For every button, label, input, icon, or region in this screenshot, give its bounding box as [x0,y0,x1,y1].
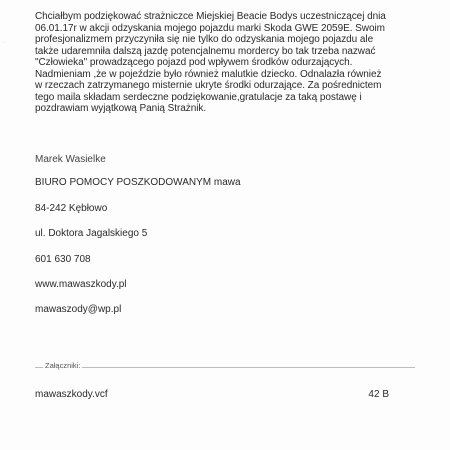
attachments-label: Załączniki: [45,361,81,370]
attachment-file-size: 42 B [368,389,389,400]
message-line: pozdrawiam wyjątkową Panią Strażnik. [35,103,207,114]
message-line: Chciałbym podziękować strażniczce Miejskiej Beacie Bodys uczestniczącej dnia [35,11,386,22]
attachments-section [35,361,415,409]
message-line: 06.01.17r w akcji odzyskania mojego pojazdu marki Skoda GWE 2059E. Swoim [35,22,385,34]
message-line: profesjonalizmem przyczyniła się nie tylko do odzyskania mojego pojazdu ale [35,34,374,45]
attachment-file-name[interactable]: mawaszkody.vcf [35,389,108,400]
scan-edge-mark: · [3,40,5,46]
message-line: także udaremniła dalszą jazdę potencjalnemu mordercy bo tak trzeba nazwać [35,45,376,57]
message-body [35,11,420,115]
signature-email-link[interactable]: mawaszody@wp.pl [35,304,122,315]
message-line: "Człowieka" prowadzącego pojazd pod wpływem środków odurzających. [35,57,353,68]
signature-postal-address: 84-242 Kębłowo [35,203,108,214]
attachments-divider [35,367,415,368]
signature-name: Marek Wasielke [35,154,106,165]
message-line: Nadmieniam ,że w pojeździe było również malutkie dziecko. Odnalazła również [35,68,382,80]
signature-company: BIURO POMOCY POSZKODOWANYM mawa [35,177,241,188]
message-line: tego maila składam serdeczne podziękowanie,gratulacje za taką postawę i [35,91,362,103]
signature-phone: 601 630 708 [35,254,91,265]
signature-street-address: ul. Doktora Jagalskiego 5 [35,228,148,239]
signature-website-link[interactable]: www.mawaszkody.pl [35,279,127,290]
message-line: w rzeczach zatrzymanego misternie ukryte środki odurzające. Za pośrednictem [35,80,382,91]
